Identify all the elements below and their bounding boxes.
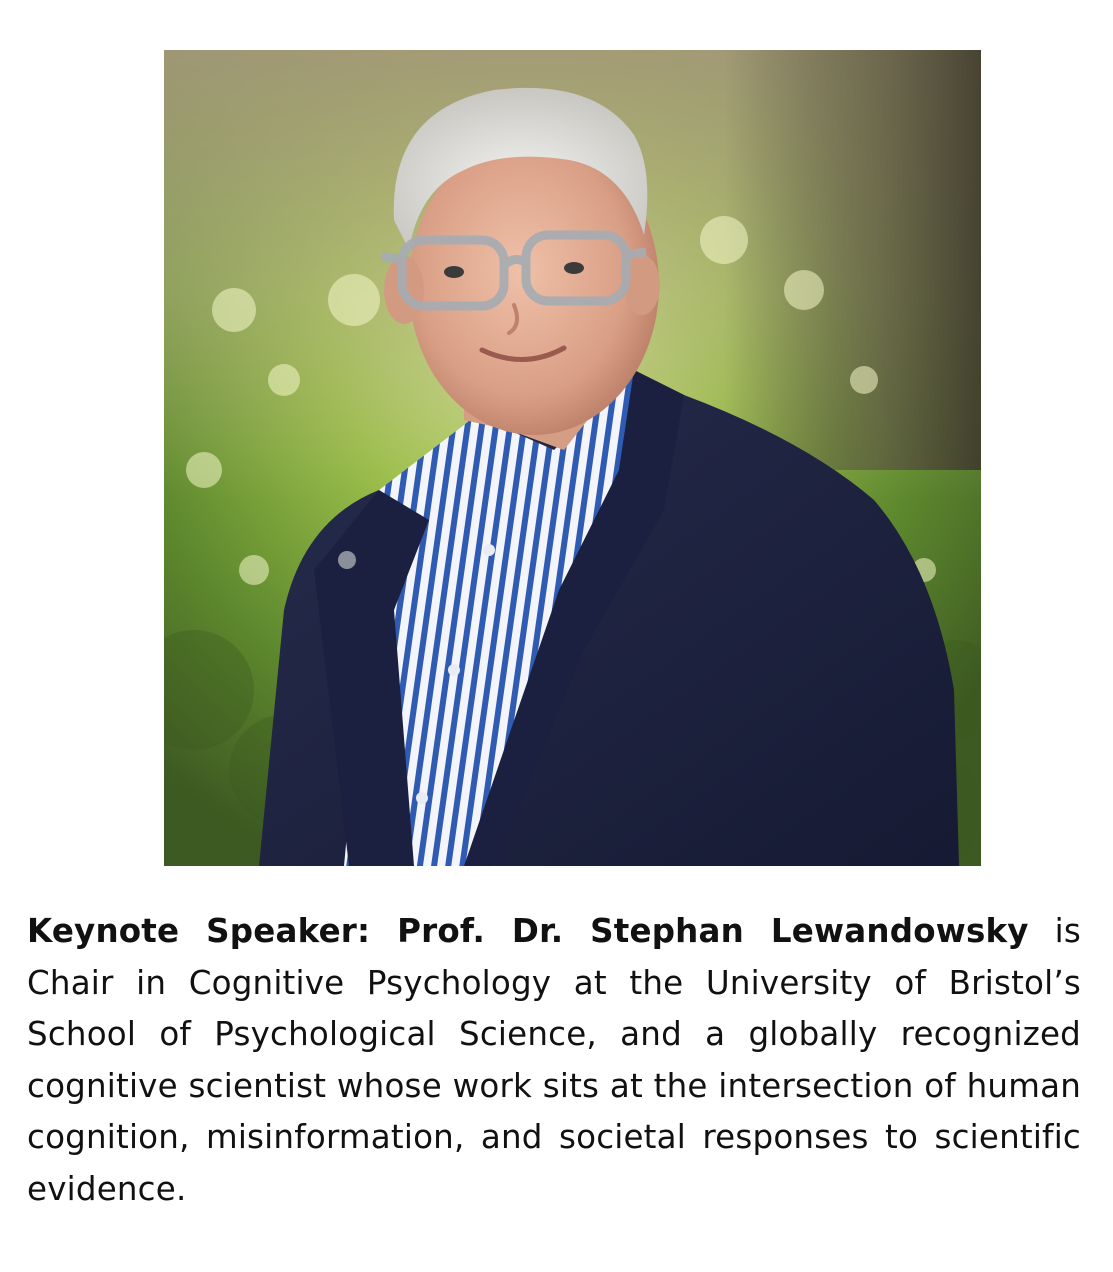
speaker-lead: Keynote Speaker: Prof. Dr. Stephan Lewandowsky xyxy=(27,912,1029,950)
speaker-photo xyxy=(164,50,981,866)
speaker-description: is Chair in Cognitive Psychology at the University of Bristol’s School of Psychological Science, and a globally recognized cognitive scientist whose work sits at the intersection of human cognition, misinformation, and societal responses to scientific evidence. xyxy=(27,912,1081,1208)
speaker-bio xyxy=(27,906,1081,1215)
speaker-portrait-illustration xyxy=(164,50,981,866)
